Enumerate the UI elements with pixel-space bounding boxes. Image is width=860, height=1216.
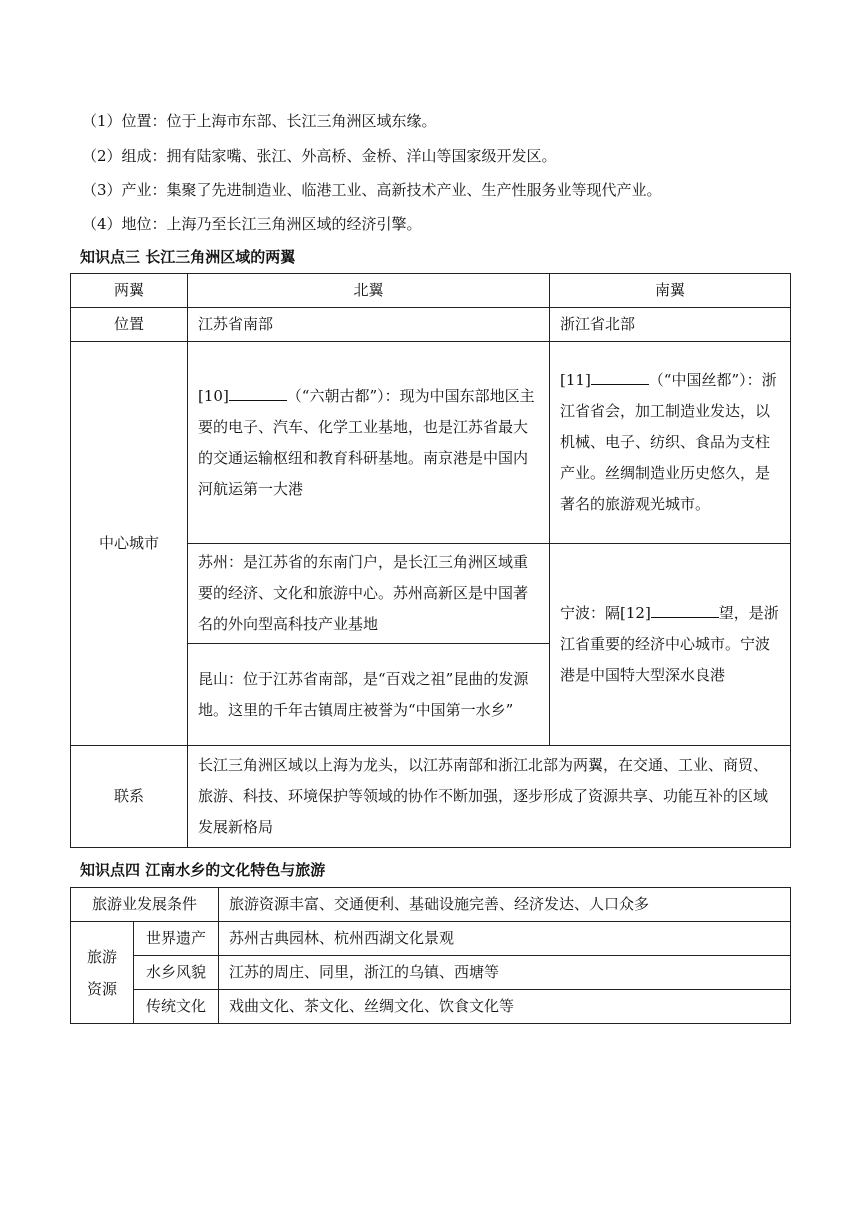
table-row — [71, 342, 791, 544]
section4-heading: 知识点四 江南水乡的文化特色与旅游 — [80, 861, 326, 879]
blank-12[interactable] — [651, 603, 719, 618]
table-row — [71, 922, 791, 956]
nanjing-cell — [188, 342, 550, 544]
table-row — [71, 990, 791, 1024]
conditions-text: 旅游资源丰富、交通便利、基础设施完善、经济发达、人口众多 — [219, 888, 791, 922]
conditions-label: 旅游业发展条件 — [71, 888, 219, 922]
resource-type-label: 水乡风貌 — [134, 956, 219, 990]
resources-label — [71, 922, 134, 1024]
table-row — [71, 746, 791, 848]
table-row — [71, 308, 791, 342]
resource-text: 苏州古典园林、杭州西湖文化景观 — [219, 922, 791, 956]
resource-text: 江苏的周庄、同里，浙江的乌镇、西塘等 — [219, 956, 791, 990]
kunshan-cell: 昆山：位于江苏省南部，是“百戏之祖”昆曲的发源地。这里的千年古镇周庄被誉为“中国第一水乡” — [188, 644, 550, 746]
location-north: 江苏省南部 — [188, 308, 550, 342]
resource-type-label: 传统文化 — [134, 990, 219, 1024]
center-city-label: 中心城市 — [71, 342, 188, 746]
section3-heading: 知识点三 长江三角洲区域的两翼 — [80, 248, 296, 266]
blank-12-number: 宁波：隔[12] — [560, 604, 651, 622]
resource-type-label: 世界遗产 — [134, 922, 219, 956]
relation-text: 长江三角洲区域以上海为龙头，以江苏南部和浙江北部为两翼，在交通、工业、商贸、旅游、科技、环境保护等领域的协作不断加强，逐步形成了资源共享、功能互补的区域发展新格局 — [188, 746, 791, 848]
point-location: （1）位置：位于上海市东部、长江三角洲区域东缘。 — [82, 112, 437, 130]
table-row — [71, 888, 791, 922]
table-row — [71, 274, 791, 308]
hangzhou-cell — [550, 342, 791, 544]
header-wings: 两翼 — [71, 274, 188, 308]
tourism-table — [70, 887, 791, 1024]
blank-10[interactable] — [229, 386, 287, 401]
blank-11[interactable] — [591, 370, 649, 385]
blank-10-number: [10] — [198, 386, 229, 405]
nanjing-text: （“六朝古都”）：现为中国东部地区主要的电子、汽车、化学工业基地，也是江苏省最大的交通运输枢纽和教育科研基地。南京港是中国内河航运第一大港 — [198, 386, 535, 498]
table-row — [71, 956, 791, 990]
two-wings-table — [70, 273, 791, 848]
header-north: 北翼 — [188, 274, 550, 308]
resources-label-text: 旅游资源 — [86, 947, 117, 998]
location-label: 位置 — [71, 308, 188, 342]
header-south: 南翼 — [550, 274, 791, 308]
blank-11-number: [11] — [560, 371, 591, 389]
ningbo-text: 望，是浙江省重要的经济中心城市。宁波港是中国特大型深水良港 — [560, 604, 779, 684]
point-composition: （2）组成：拥有陆家嘴、张江、外高桥、金桥、洋山等国家级开发区。 — [82, 147, 557, 165]
hangzhou-text: （“中国丝都”）：浙江省省会，加工制造业发达，以机械、电子、纺织、食品为支柱产业。丝绸制造业历史悠久，是著名的旅游观光城市。 — [560, 371, 777, 513]
point-industry: （3）产业：集聚了先进制造业、临港工业、高新技术产业、生产性服务业等现代产业。 — [82, 181, 662, 199]
point-status: （4）地位：上海乃至长江三角洲区域的经济引擎。 — [82, 215, 422, 233]
location-south: 浙江省北部 — [550, 308, 791, 342]
ningbo-cell — [550, 544, 791, 746]
resource-text: 戏曲文化、茶文化、丝绸文化、饮食文化等 — [219, 990, 791, 1024]
relation-label: 联系 — [71, 746, 188, 848]
suzhou-cell: 苏州：是江苏省的东南门户，是长江三角洲区域重要的经济、文化和旅游中心。苏州高新区是中国著名的外向型高科技产业基地 — [188, 544, 550, 644]
